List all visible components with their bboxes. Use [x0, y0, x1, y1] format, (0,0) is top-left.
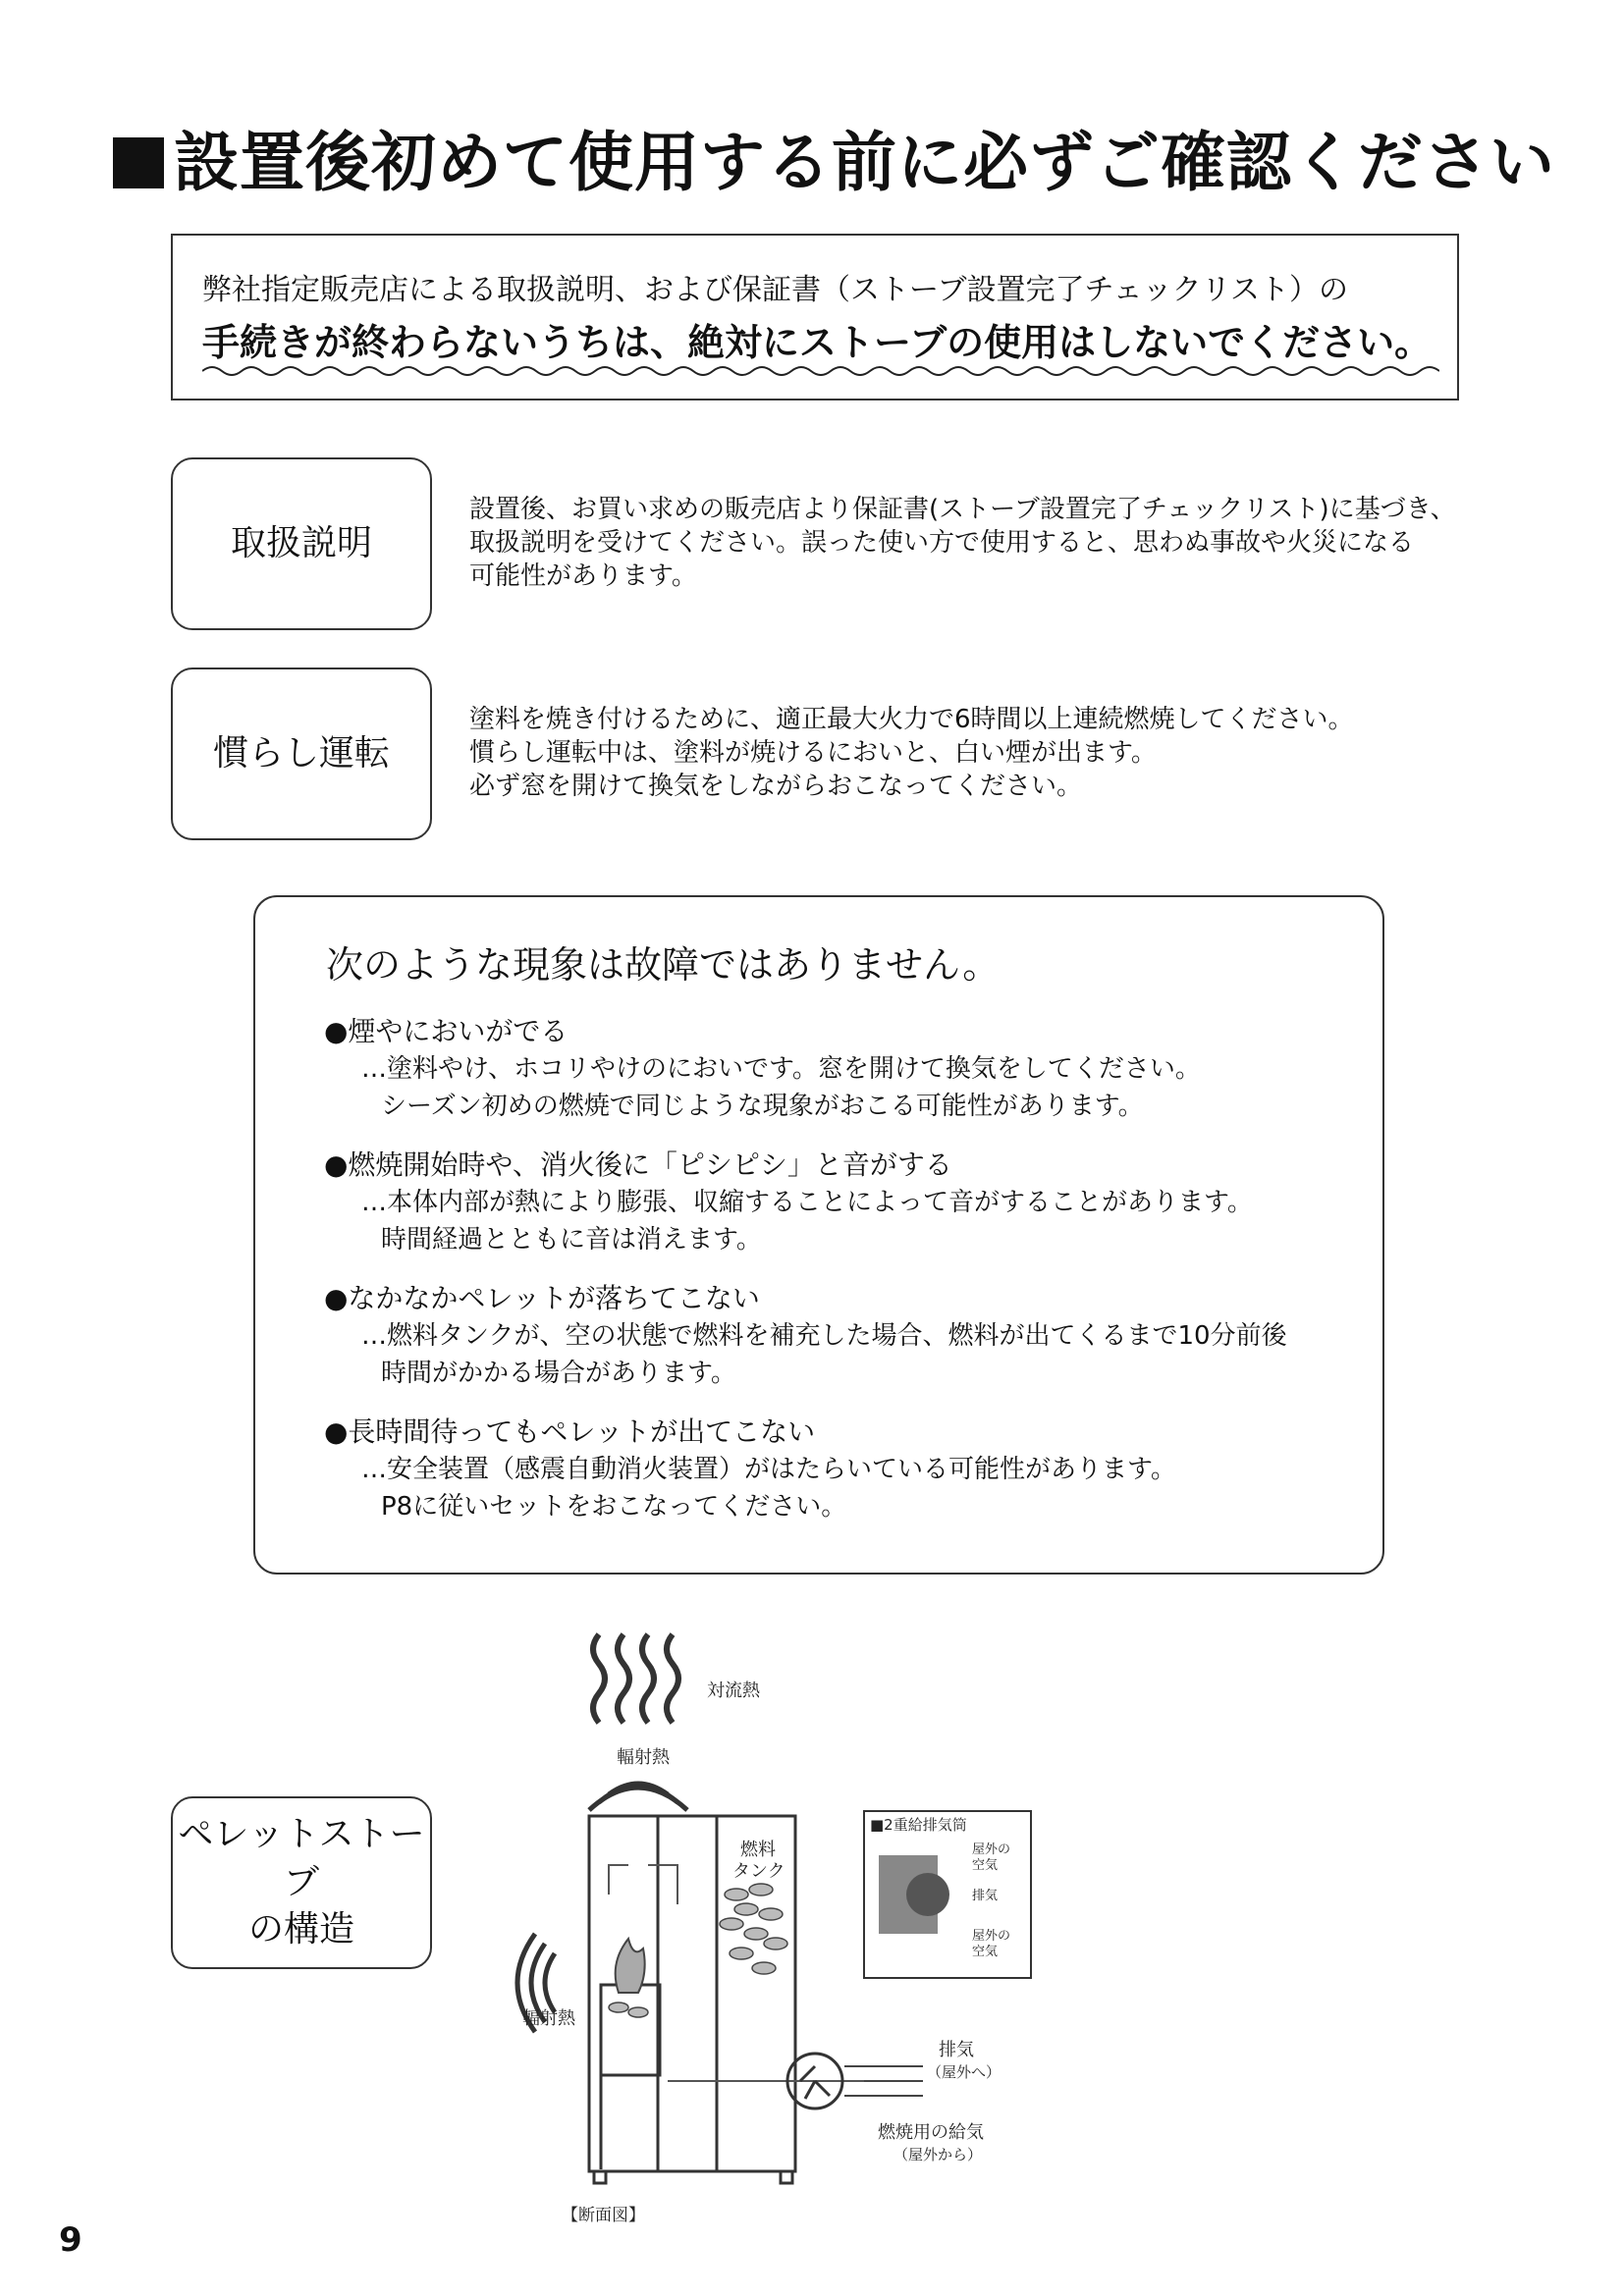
break-in-operation-text: 塗料を焼き付けるために、適正最大火力で6時間以上連続燃焼してください。 慣らし運転中は、塗料が焼けるにおいと、白い煙が出ます。 必ず窓を開けて換気をしながらおこなってください。 [469, 705, 1354, 801]
inset-outside-air-1b: 空気 [972, 1858, 999, 1873]
list-item: ●なかなかペレットが落ちてこない …燃料タンクが、空の状態で燃料を補充した場合、燃料が出てくるまで10分前後 時間がかかる場合があります。 [324, 1282, 1287, 1388]
exhaust-label: 排気 [939, 2040, 974, 2060]
list-item: ●煙やにおいがでる …塗料やけ、ホコリやけのにおいです。窓を開けて換気をしてください。 シーズン初めの燃焼で同じような現象がおこる可能性があります。 [324, 1015, 1201, 1121]
flame-icon [616, 1939, 645, 1993]
inset-outside-air-2b: 空気 [972, 1945, 999, 1959]
intake-sub-label: （屋外から） [893, 2146, 983, 2163]
page-title: 設置後初めて使用する前に必ずご確認ください [113, 110, 1555, 203]
handling-explanation-text: 設置後、お買い求めの販売店より保証書(ストーブ設置完了チェックリスト)に基づき、 取扱説明を受けてください。誤った使い方で使用すると、思わぬ事故や火災になる 可能性があります。 [469, 495, 1456, 591]
inset-exhaust: 排気 [972, 1889, 999, 1903]
notice-line-1: 弊社指定販売店による取扱説明、および保証書（ストーブ設置完了チェックリスト）の [202, 273, 1348, 307]
inset-outside-air-2a: 屋外の [972, 1929, 1011, 1944]
radiant-heat-top-icon [589, 1784, 687, 1810]
notice-line-2: 手続きが終わらないうちは、絶対にストーブの使用はしないでください。 [202, 321, 1433, 364]
label-pellet-stove-structure: ペレットストーブ の構造 [171, 1796, 432, 1969]
not-malfunction-box [253, 895, 1384, 1575]
fuel-tank-label-1: 燃料 [740, 1840, 776, 1860]
inset-outside-air-1a: 屋外の [972, 1842, 1011, 1857]
radiant-heat-left-label: 輻射熱 [522, 2008, 575, 2029]
intake-label: 燃焼用の給気 [878, 2122, 984, 2143]
wavy-underline-icon [202, 363, 1439, 379]
cross-section-caption: 【断面図】 [562, 2206, 645, 2225]
label-handling-explanation: 取扱説明 [171, 457, 432, 630]
list-item: ●燃焼開始時や、消火後に「ピシピシ」と音がする …本体内部が熱により膨張、収縮することによって音がすることがあります。 時間経過とともに音は消えます。 [324, 1148, 1253, 1255]
page-number: 9 [59, 2220, 82, 2260]
not-malfunction-heading: 次のような現象は故障ではありません。 [326, 943, 1001, 987]
double-pipe-inset [864, 1811, 1031, 1978]
radiant-heat-top-label: 輻射熱 [617, 1747, 670, 1768]
label-break-in-operation: 慣らし運転 [171, 667, 432, 840]
inset-title: ■2重給排気筒 [870, 1816, 967, 1834]
convection-heat-icon [593, 1634, 678, 1723]
notice-box [171, 234, 1459, 400]
list-item: ●長時間待ってもペレットが出てこない …安全装置（感震自動消火装置）がはたらいている可能性があります。 P8に従いセットをおこなってください。 [324, 1415, 1176, 1522]
title-square-icon [113, 137, 164, 188]
exhaust-sub-label: （屋外へ） [927, 2063, 1001, 2081]
stove-cross-section-diagram [511, 1620, 1060, 2228]
fuel-tank-label-2: タンク [732, 1861, 785, 1882]
convection-heat-label: 対流熱 [707, 1681, 760, 1701]
